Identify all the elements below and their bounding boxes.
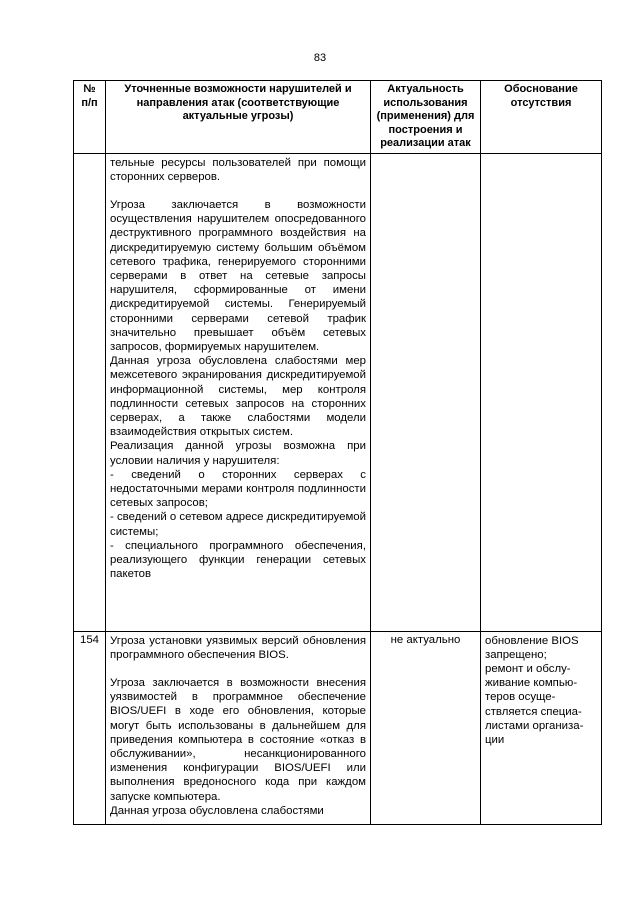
justification-line: ции (485, 733, 505, 746)
paragraph: Угроза заключается в возможности осуществления нарушителем опосредованного деструктивного программного воздействия на дискредитируемую систему большим объёмом сетевого трафика, генерируемого сторонними серверами в ответ на сетевые запросы нарушителя, сформированные от имени дискредитируемой системы. Генерируемый сторонними серверами сетевой трафик значительно превышает объём сетевых запросов, формируемых нарушителем. (110, 198, 366, 353)
cell-description (106, 153, 371, 631)
cell-justification (481, 153, 602, 631)
table-header-row (74, 81, 602, 154)
header-justification: Обоснование отсутствия (481, 81, 602, 154)
paragraph: Данная угроза обусловлена слабостями мер межсетевого экранирования дискредитируемой информационной системы, мер контроля подлинности сетевых запросов на сторонних серверах, а также слабостями модели взаимодействия открытых систем. (110, 355, 366, 439)
cell-num: 154 (74, 631, 106, 824)
table-row (74, 153, 602, 631)
threat-table (73, 80, 602, 825)
header-relevance: Актуальность использования (применения) для построения и реализации атак (371, 81, 481, 154)
justification-line: запрещено; (485, 648, 547, 661)
paragraph: Угроза установки уязвимых версий обновления программного обеспечения BIOS. (110, 634, 366, 661)
justification-line: теров осуще- (485, 691, 556, 704)
justification-line: обновление BIOS (485, 634, 579, 647)
paragraph: Данная угроза обусловлена слабостями (110, 804, 324, 817)
justification-line: живание компью- (485, 677, 578, 690)
cell-description (106, 631, 371, 824)
cell-justification (481, 631, 602, 824)
paragraph: Угроза заключается в возможности внесения уязвимостей в программное обеспечение BIOS/UEFI в ходе его обновления, которые могут быть использованы в дальнейшем для приведения компьютера в состояние «отказ в обслуживании», несанкционированного изменения конфигурации BIOS/UEFI или выполнения вредоносного кода при каждом запуске компьютера. (110, 676, 366, 803)
paragraph: - специального программного обеспечения, реализующего функции генерации сетевых пакетов (110, 539, 366, 581)
paragraph: Реализация данной угрозы возможна при условии наличия у нарушителя: (110, 440, 366, 467)
paragraph: - сведений о сетевом адресе дискредитируемой системы; (110, 511, 366, 538)
paragraph-gap (110, 184, 366, 198)
justification-line: ремонт и обслу- (485, 662, 571, 675)
cell-num (74, 153, 106, 631)
header-num: № п/п (74, 81, 106, 154)
page-number: 83 (313, 52, 327, 64)
table-row (74, 631, 602, 824)
justification-line: листами организа- (485, 719, 584, 732)
paragraph: - сведений о сторонних серверах с недостаточными мерами контроля подлинности сетевых запросов; (110, 468, 366, 510)
cell-relevance (371, 153, 481, 631)
header-description: Уточненные возможности нарушителей и направления атак (соответствующие актуальные угрозы) (106, 81, 371, 154)
cell-relevance: не актуально (371, 631, 481, 824)
paragraph: тельные ресурсы пользователей при помощи сторонних серверов. (110, 156, 366, 183)
paragraph-gap (110, 662, 366, 676)
justification-line: ствляется специа- (485, 705, 582, 718)
